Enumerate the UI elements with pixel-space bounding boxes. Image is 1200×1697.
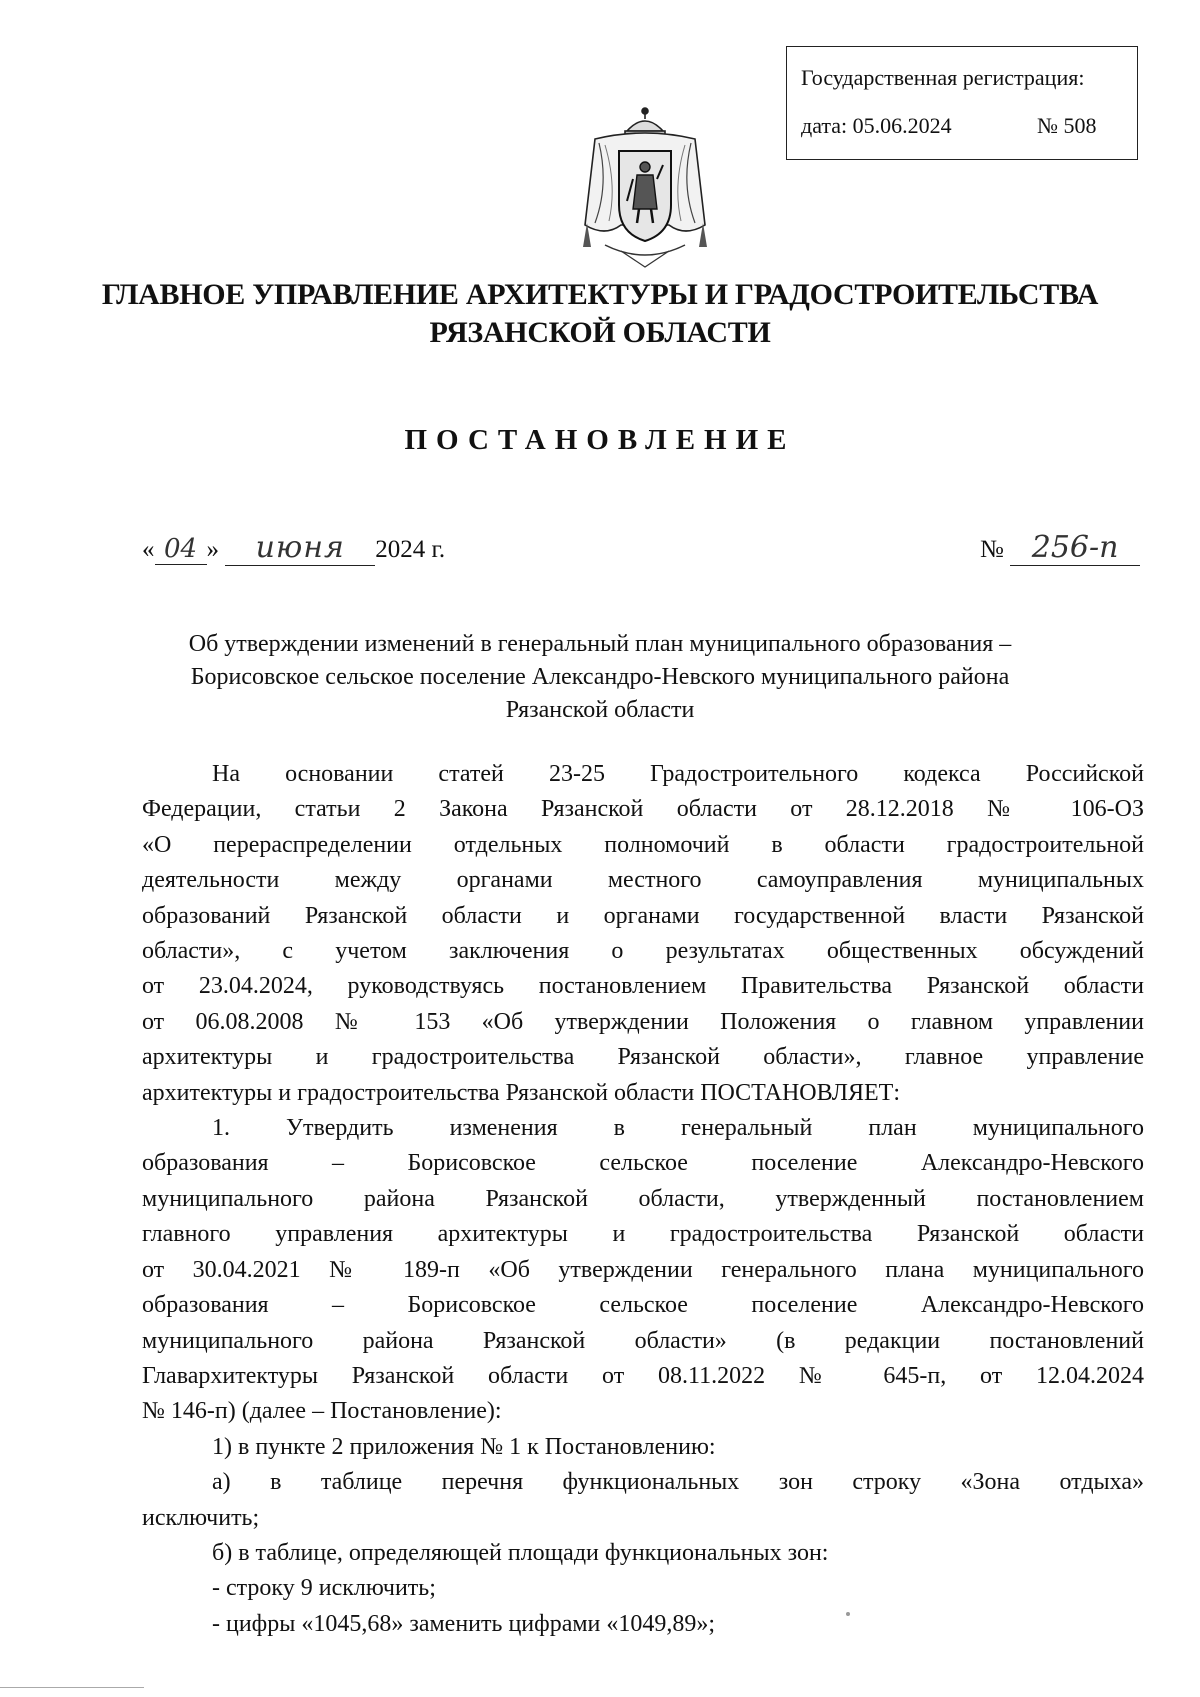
organization-title-line1: ГЛАВНОЕ УПРАВЛЕНИЕ АРХИТЕКТУРЫ И ГРАДОСТРОИТЕЛЬСТВА [101, 278, 1099, 311]
body-line: области», с учетом заключения о результатах общественных обсуждений [142, 938, 1144, 965]
document-body [142, 757, 1144, 1642]
scan-artifact-line [0, 1687, 144, 1688]
body-line: Федерации, статьи 2 Закона Рязанской области от 28.12.2018 № 106-ОЗ [142, 796, 1144, 823]
body-line: образования – Борисовское сельское поселение Александро-Невского [142, 1150, 1144, 1177]
body-line: муниципального района Рязанской области» (в редакции постановлений [142, 1327, 1144, 1354]
body-line: а) в таблице перечня функциональных зон строку «Зона отдыха» [212, 1469, 1144, 1496]
number-handwritten: 256-п [1010, 530, 1140, 566]
body-line: - строку 9 исключить; [212, 1575, 436, 1602]
body-line: Главархитектуры Рязанской области от 08.11.2022 № 645-п, от 12.04.2024 [142, 1362, 1144, 1389]
document-subject [110, 628, 1090, 727]
body-line: образований Рязанской области и органами государственной власти Рязанской [142, 902, 1144, 929]
registration-title: Государственная регистрация: [801, 65, 1085, 90]
body-line: - цифры «1045,68» заменить цифрами «1049,89»; [212, 1610, 716, 1637]
registration-number: № 508 [1037, 113, 1097, 138]
body-line: архитектуры и градостроительства Рязанской области», главное управление [142, 1044, 1144, 1071]
body-line: 1) в пункте 2 приложения № 1 к Постановлению: [212, 1433, 716, 1460]
registration-date: дата: 05.06.2024 [801, 113, 952, 138]
body-line: архитектуры и градостроительства Рязанской области ПОСТАНОВЛЯЕТ: [142, 1079, 900, 1106]
date-year: 2024 г. [375, 536, 446, 563]
subject-line2: Борисовское сельское поселение Александро-Невского муниципального района [190, 664, 1010, 691]
body-line: образования – Борисовское сельское поселение Александро-Невского [142, 1292, 1144, 1319]
date-day-handwritten: 04 [155, 534, 207, 565]
date-open-quote: « [142, 536, 155, 563]
body-line: главного управления архитектуры и градостроительства Рязанской области [142, 1221, 1144, 1248]
date-month-handwritten: июня [225, 530, 375, 566]
subject-line3: Рязанской области [505, 697, 695, 724]
body-line: от 23.04.2024, руководствуясь постановлением Правительства Рязанской области [142, 973, 1144, 1000]
registration-stamp [786, 46, 1138, 160]
body-line: исключить; [142, 1504, 260, 1531]
date-close-quote: » [206, 536, 219, 563]
number-sign: № [980, 536, 1004, 563]
organization-title [100, 276, 1100, 351]
body-line: «О перераспределении отдельных полномочий в области градостроительной [142, 831, 1144, 858]
body-line: На основании статей 23-25 Градостроительного кодекса Российской [212, 761, 1144, 787]
subject-line1: Об утверждении изменений в генеральный план муниципального образования – [188, 631, 1012, 657]
body-line: 1. Утвердить изменения в генеральный план муниципального [212, 1115, 1144, 1142]
ryazan-coat-of-arms-icon [565, 105, 725, 275]
body-line: от 30.04.2021 № 189-п «Об утверждении генерального плана муниципального [142, 1256, 1144, 1283]
scan-artifact-dot [846, 1612, 850, 1616]
body-line: от 06.08.2008 № 153 «Об утверждении Положения о главном управлении [142, 1008, 1144, 1035]
document-date [142, 530, 445, 566]
body-line: б) в таблице, определяющей площади функциональных зон: [212, 1539, 829, 1566]
body-line: деятельности между органами местного самоуправления муниципальных [142, 867, 1144, 894]
document-type-heading: ПОСТАНОВЛЕНИЕ [404, 424, 796, 456]
organization-title-line2: РЯЗАНСКОЙ ОБЛАСТИ [429, 315, 771, 349]
body-line: № 146-п) (далее – Постановление): [142, 1398, 502, 1425]
document-number [980, 530, 1140, 566]
body-line: муниципального района Рязанской области, утвержденный постановлением [142, 1185, 1144, 1212]
